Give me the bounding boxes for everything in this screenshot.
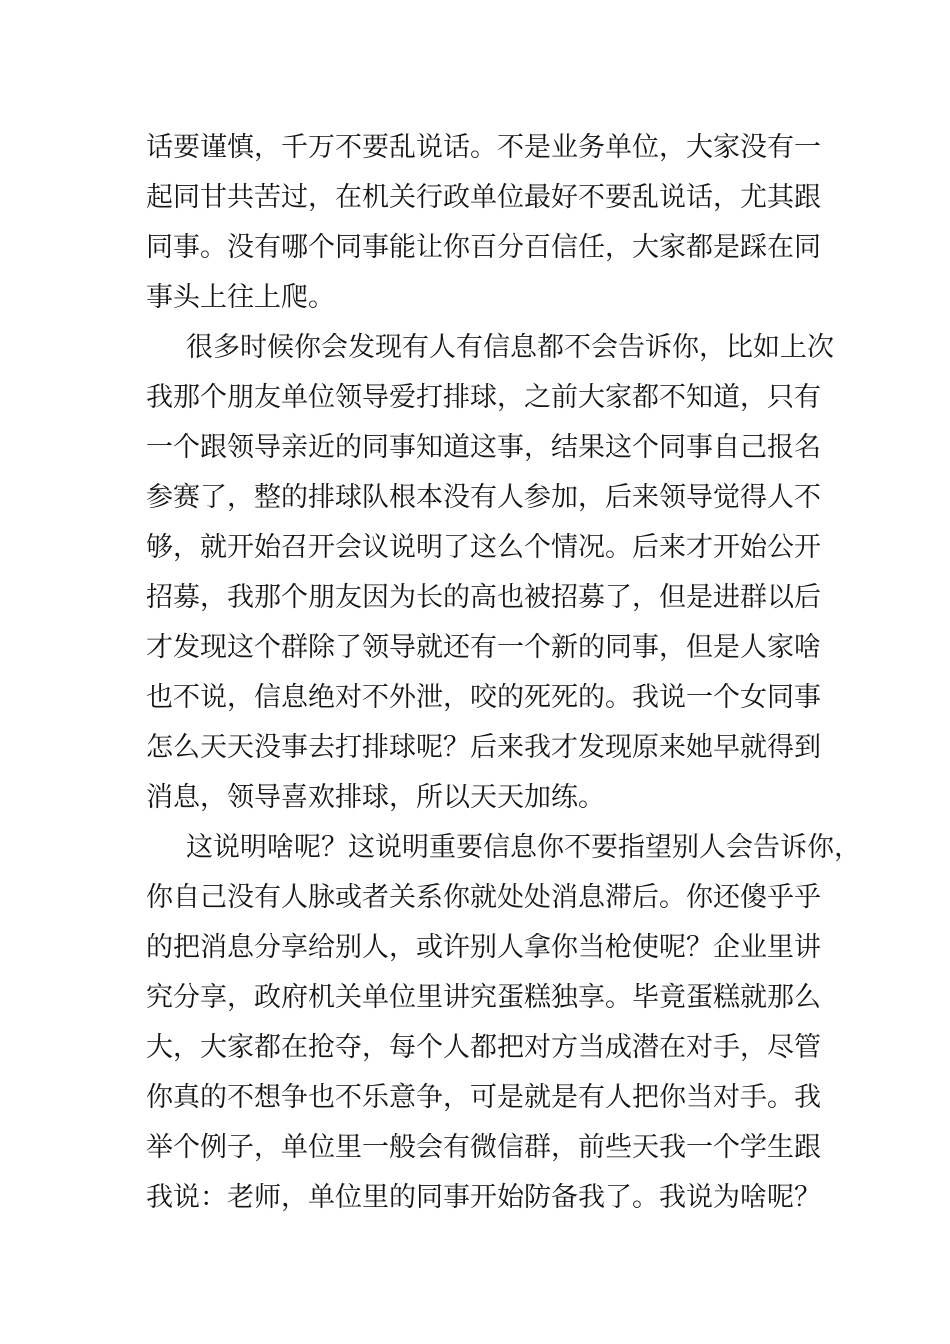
text-line: 究分享，政府机关单位里讲究蛋糕独享。毕竟蛋糕就那么 [146, 982, 821, 1013]
text-line: 你真的不想争也不乐意争，可是就是有人把你当对手。我 [146, 1082, 821, 1113]
body-text [146, 123, 861, 1223]
text-line: 怎么天天没事去打排球呢？后来我才发现原来她早就得到 [146, 732, 821, 763]
text-line: 举个例子，单位里一般会有微信群，前些天我一个学生跟 [146, 1132, 821, 1163]
text-line: 我说：老师，单位里的同事开始防备我了。我说为啥呢？ [146, 1182, 821, 1213]
text-line: 我那个朋友单位领导爱打排球，之前大家都不知道，只有 [146, 382, 821, 413]
text-line: 才发现这个群除了领导就还有一个新的同事，但是人家啥 [146, 632, 821, 663]
text-line: 这说明啥呢？这说明重要信息你不要指望别人会告诉你， [186, 832, 861, 863]
text-line: 一个跟领导亲近的同事知道这事，结果这个同事自己报名 [146, 432, 821, 463]
text-line: 话要谨慎，千万不要乱说话。不是业务单位，大家没有一 [146, 132, 821, 163]
text-line: 消息，领导喜欢排球，所以天天加练。 [146, 782, 605, 813]
text-line: 招募，我那个朋友因为长的高也被招募了，但是进群以后 [146, 582, 821, 613]
text-line: 事头上往上爬。 [146, 282, 335, 313]
text-line: 参赛了，整的排球队根本没有人参加，后来领导觉得人不 [146, 482, 821, 513]
text-line: 也不说，信息绝对不外泄，咬的死死的。我说一个女同事 [146, 682, 821, 713]
text-line: 够，就开始召开会议说明了这么个情况。后来才开始公开 [146, 532, 821, 563]
text-line: 很多时候你会发现有人有信息都不会告诉你，比如上次 [186, 332, 834, 363]
text-line: 同事。没有哪个同事能让你百分百信任，大家都是踩在同 [146, 232, 821, 263]
text-line: 大，大家都在抢夺，每个人都把对方当成潜在对手，尽管 [146, 1032, 821, 1063]
text-line: 的把消息分享给别人，或许别人拿你当枪使呢？企业里讲 [146, 932, 821, 963]
text-line: 起同甘共苦过，在机关行政单位最好不要乱说话，尤其跟 [146, 182, 821, 213]
text-line: 你自己没有人脉或者关系你就处处消息滞后。你还傻乎乎 [146, 882, 821, 913]
